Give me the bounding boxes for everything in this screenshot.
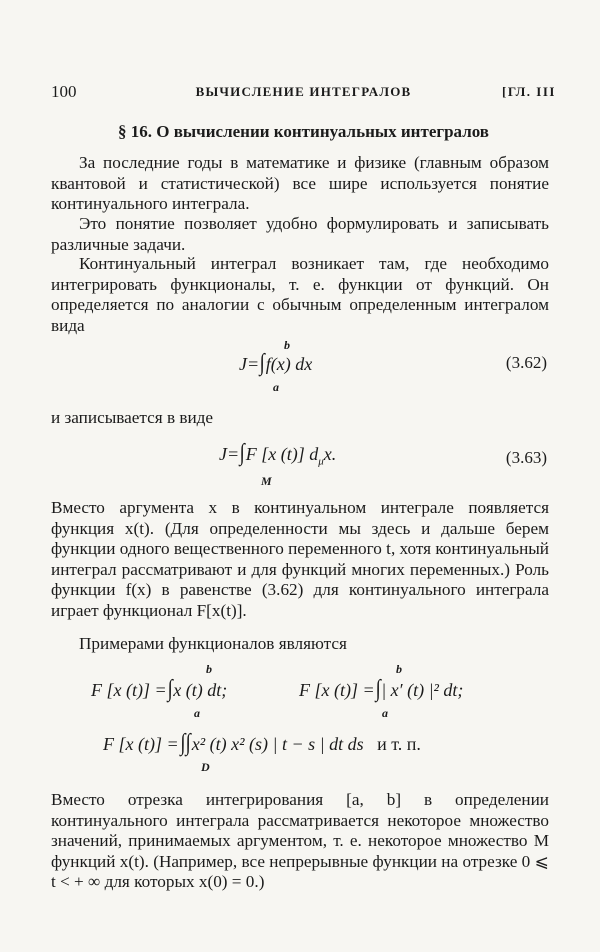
equation-number: (3.62): [505, 353, 547, 372]
paragraph-5: Вместо аргумента x в континуальном интеграле появляется функция x(t). (Для определенности мы здесь и дальше берем функции одного вещественного переменного t, хотя континуальный интеграл рассматривают и для функций многих переменных.) Роль функции f(x) в равенстве (3.62) для континуального интеграла играет функционал F[x(t)].: [51, 498, 550, 620]
integrand: | x′ (t) |² dt;: [381, 680, 464, 700]
upper-limit-b: b: [206, 662, 212, 676]
integrand: x² (t) x² (s) | t − s | dt ds: [191, 734, 364, 754]
etc-text: и т. п.: [377, 734, 421, 754]
paragraph-6: Примерами функционалов являются: [79, 634, 347, 653]
equation-body: J=∫f(x) dx: [239, 350, 313, 376]
equation-tail: x.: [323, 444, 337, 464]
examples-line-1: [51, 662, 549, 720]
page-number: 100: [51, 82, 77, 101]
examples-line-2: [51, 722, 549, 778]
lower-limit-a-2: a: [382, 706, 388, 720]
example-1: [91, 676, 227, 703]
lower-limit-D: D: [201, 760, 210, 774]
running-head: [51, 82, 556, 104]
example-3: [103, 730, 421, 757]
paragraph-3: Континуальный интеграл возникает там, где необходимо интегрировать функционалы, т. е. функции от функций. Он определяется по аналогии с обычным определенным интегралом вида: [51, 254, 549, 335]
equation-integrand: F [x (t)] d: [245, 444, 319, 464]
functional-lhs: F [x (t)] =: [91, 680, 167, 700]
equation-integrand: f(x) dx: [265, 354, 313, 374]
mu-subscript: μ: [318, 455, 324, 468]
equation-3-63: [51, 436, 549, 496]
section-title: § 16. О вычислении континуальных интегралов: [117, 122, 489, 141]
paragraph-1: За последние годы в математике и физике (главным образом квантовой и статистической) все шире используется понятие континуального интеграла.: [51, 153, 549, 213]
paragraph-7: Вместо отрезка интегрирования [a, b] в определении континуального интеграла рассматривается некоторое множество значений, принимаемых аргументом, т. е. некоторое множество M функций x(t). (Например, все непрерывные функции на отрезке 0 ⩽ t < + ∞ для которых x(0) = 0.): [51, 790, 549, 891]
functional-lhs: F [x (t)] =: [103, 734, 179, 754]
integrand: x (t) dt;: [173, 680, 228, 700]
example-2: [299, 676, 463, 703]
integral-sign: ∫: [375, 676, 381, 702]
upper-limit-b-2: b: [396, 662, 402, 676]
running-title: ВЫЧИСЛЕНИЕ ИНТЕГРАЛОВ: [195, 84, 412, 99]
equation-3-62: [51, 338, 549, 398]
paragraph-2: Это понятие позволяет удобно формулировать и записывать различные задачи.: [51, 214, 549, 254]
chapter-label: [ГЛ. III: [501, 84, 556, 99]
paragraph-4: и записывается в виде: [51, 408, 214, 427]
double-integral-sign: ∫∫: [179, 730, 191, 756]
equation-number: (3.63): [505, 448, 547, 467]
integral-sign: ∫: [167, 676, 173, 702]
lower-limit-a: a: [273, 380, 279, 394]
upper-limit-b: b: [284, 338, 290, 352]
equation-body: J=∫F [x (t)] $d_\mu x$.: [219, 440, 337, 468]
lower-limit-a: a: [194, 706, 200, 720]
integral-sign: ∫: [259, 350, 266, 376]
functional-lhs: F [x (t)] =: [299, 680, 375, 700]
equation-lhs: J: [239, 354, 247, 374]
integral-sign: ∫: [239, 440, 246, 466]
lower-limit-M: M: [261, 474, 272, 488]
equation-lhs: J: [219, 444, 227, 464]
